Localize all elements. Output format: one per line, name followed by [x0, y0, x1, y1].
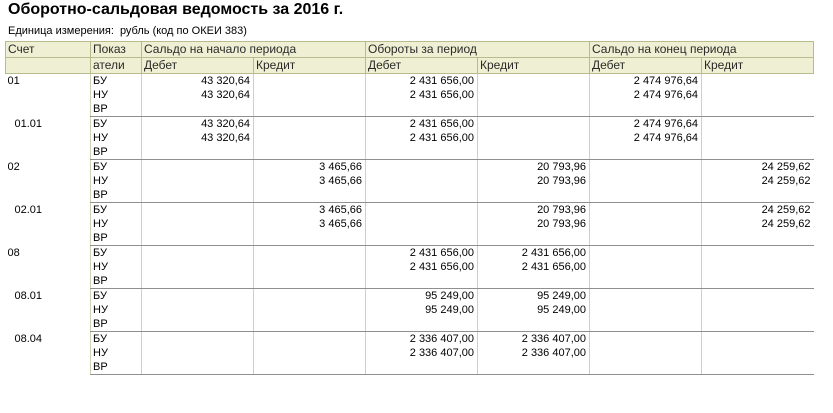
indicator-cell: НУ: [91, 88, 142, 102]
opening-debit-cell: [142, 274, 254, 289]
table-row: [6, 246, 814, 261]
opening-debit-cell: [142, 217, 254, 231]
closing-credit-cell: [702, 131, 814, 145]
closing-credit-cell: 24 259,62: [702, 174, 814, 188]
units-label: Единица измерения:: [8, 25, 114, 37]
opening-debit-cell: [142, 174, 254, 188]
turnover-credit-cell: [478, 88, 590, 102]
closing-debit-cell: [590, 260, 702, 274]
closing-credit-cell: [702, 117, 814, 132]
indicator-cell: БУ: [91, 160, 142, 175]
indicator-cell: БУ: [91, 203, 142, 218]
account-code: 02.01: [14, 203, 43, 216]
turnover-debit-cell: 95 249,00: [366, 303, 478, 317]
opening-debit-cell: [142, 360, 254, 375]
table-row: [6, 88, 814, 102]
indicator-cell: ВР: [91, 102, 142, 117]
opening-credit-cell: [254, 117, 366, 132]
turnover-debit-cell: [366, 231, 478, 246]
indicator-cell: БУ: [91, 246, 142, 261]
opening-credit-cell: [254, 88, 366, 102]
closing-credit-cell: [702, 332, 814, 347]
indicator-cell: БУ: [91, 74, 142, 89]
indicator-cell: НУ: [91, 303, 142, 317]
account-code: 08.01: [14, 289, 43, 302]
table-row: [6, 360, 814, 375]
report-title: Оборотно-сальдовая ведомость за 2016 г.: [8, 1, 344, 18]
turnover-credit-cell: 2 431 656,00: [478, 260, 590, 274]
header-turnover-credit: Кредит: [478, 58, 590, 74]
account-code: 08.04: [14, 332, 43, 345]
table-row: [6, 188, 814, 203]
opening-debit-cell: [142, 246, 254, 261]
closing-credit-cell: 24 259,62: [702, 203, 814, 218]
turnover-credit-cell: [478, 360, 590, 375]
header-closing-debit: Дебет: [590, 58, 702, 74]
closing-debit-cell: [590, 160, 702, 175]
turnover-debit-cell: [366, 360, 478, 375]
opening-credit-cell: [254, 74, 366, 89]
turnover-debit-cell: [366, 145, 478, 160]
turnover-debit-cell: [366, 160, 478, 175]
closing-debit-cell: [590, 274, 702, 289]
opening-debit-cell: [142, 303, 254, 317]
closing-debit-cell: [590, 145, 702, 160]
table-row: [6, 102, 814, 117]
table-row: [6, 289, 814, 304]
opening-debit-cell: [142, 231, 254, 246]
opening-credit-cell: [254, 289, 366, 304]
turnover-debit-cell: 2 431 656,00: [366, 74, 478, 89]
table-row: [6, 274, 814, 289]
closing-credit-cell: [702, 360, 814, 375]
header-indicators: Показ: [91, 42, 142, 58]
account-code: 08: [7, 246, 20, 259]
indicator-cell: ВР: [91, 274, 142, 289]
opening-debit-cell: 43 320,64: [142, 74, 254, 89]
header-indicators-cont: атели: [91, 58, 142, 74]
table-row: [6, 117, 814, 132]
turnover-debit-cell: 2 336 407,00: [366, 332, 478, 347]
turnover-debit-cell: 2 431 656,00: [366, 246, 478, 261]
opening-credit-cell: 3 465,66: [254, 160, 366, 175]
opening-credit-cell: 3 465,66: [254, 174, 366, 188]
closing-debit-cell: [590, 203, 702, 218]
table-row: [6, 145, 814, 160]
table-row: [6, 303, 814, 317]
indicator-cell: НУ: [91, 131, 142, 145]
closing-debit-cell: [590, 231, 702, 246]
closing-debit-cell: [590, 317, 702, 332]
indicator-cell: ВР: [91, 145, 142, 160]
turnover-credit-cell: 20 793,96: [478, 217, 590, 231]
turnover-debit-cell: [366, 174, 478, 188]
indicator-cell: ВР: [91, 360, 142, 375]
table-row: [6, 174, 814, 188]
closing-debit-cell: 2 474 976,64: [590, 131, 702, 145]
turnover-credit-cell: [478, 274, 590, 289]
header-opening-balance: Сальдо на начало периода: [142, 42, 366, 58]
closing-credit-cell: [702, 317, 814, 332]
closing-debit-cell: 2 474 976,64: [590, 88, 702, 102]
closing-credit-cell: [702, 289, 814, 304]
opening-debit-cell: [142, 346, 254, 360]
closing-credit-cell: [702, 88, 814, 102]
closing-debit-cell: 2 474 976,64: [590, 117, 702, 132]
indicator-cell: ВР: [91, 231, 142, 246]
closing-debit-cell: 2 474 976,64: [590, 74, 702, 89]
turnover-credit-cell: [478, 231, 590, 246]
indicator-cell: НУ: [91, 346, 142, 360]
turnover-credit-cell: 20 793,96: [478, 174, 590, 188]
turnover-debit-cell: [366, 102, 478, 117]
units-line: [8, 24, 253, 38]
opening-debit-cell: 43 320,64: [142, 117, 254, 132]
opening-credit-cell: 3 465,66: [254, 203, 366, 218]
opening-debit-cell: [142, 203, 254, 218]
header-account: Счет: [6, 42, 91, 58]
opening-credit-cell: [254, 231, 366, 246]
units-value: рубль (код по ОКЕИ 383): [119, 25, 247, 37]
turnover-debit-cell: [366, 217, 478, 231]
indicator-cell: НУ: [91, 217, 142, 231]
closing-debit-cell: [590, 360, 702, 375]
opening-debit-cell: [142, 188, 254, 203]
opening-credit-cell: [254, 145, 366, 160]
turnover-debit-cell: 95 249,00: [366, 289, 478, 304]
opening-debit-cell: [142, 260, 254, 274]
closing-credit-cell: [702, 74, 814, 89]
opening-debit-cell: [142, 145, 254, 160]
turnover-credit-cell: 20 793,96: [478, 203, 590, 218]
closing-credit-cell: [702, 145, 814, 160]
turnover-debit-cell: [366, 274, 478, 289]
turnover-balance-table: [5, 41, 814, 375]
opening-credit-cell: [254, 303, 366, 317]
closing-credit-cell: [702, 231, 814, 246]
closing-credit-cell: [702, 260, 814, 274]
opening-credit-cell: 3 465,66: [254, 217, 366, 231]
opening-credit-cell: [254, 274, 366, 289]
table-row: [6, 217, 814, 231]
turnover-debit-cell: 2 431 656,00: [366, 260, 478, 274]
turnover-debit-cell: 2 336 407,00: [366, 346, 478, 360]
opening-credit-cell: [254, 317, 366, 332]
indicator-cell: НУ: [91, 174, 142, 188]
table-row: [6, 260, 814, 274]
closing-debit-cell: [590, 303, 702, 317]
table-row: [6, 131, 814, 145]
turnover-credit-cell: 95 249,00: [478, 289, 590, 304]
opening-debit-cell: 43 320,64: [142, 88, 254, 102]
closing-credit-cell: 24 259,62: [702, 217, 814, 231]
opening-credit-cell: [254, 346, 366, 360]
opening-credit-cell: [254, 332, 366, 347]
opening-debit-cell: [142, 102, 254, 117]
opening-debit-cell: [142, 289, 254, 304]
table-row: [6, 332, 814, 347]
turnover-credit-cell: [478, 131, 590, 145]
turnover-debit-cell: 2 431 656,00: [366, 117, 478, 132]
closing-credit-cell: [702, 246, 814, 261]
turnover-credit-cell: [478, 102, 590, 117]
indicator-cell: БУ: [91, 117, 142, 132]
account-code: 01.01: [14, 117, 43, 130]
closing-credit-cell: [702, 303, 814, 317]
opening-credit-cell: [254, 360, 366, 375]
turnover-credit-cell: 95 249,00: [478, 303, 590, 317]
closing-credit-cell: [702, 102, 814, 117]
indicator-cell: БУ: [91, 289, 142, 304]
turnover-debit-cell: 2 431 656,00: [366, 88, 478, 102]
turnover-credit-cell: 2 431 656,00: [478, 246, 590, 261]
table-row: [6, 231, 814, 246]
indicator-cell: ВР: [91, 317, 142, 332]
turnover-debit-cell: [366, 188, 478, 203]
turnover-debit-cell: [366, 203, 478, 218]
header-account-blank: [6, 58, 91, 74]
opening-debit-cell: 43 320,64: [142, 131, 254, 145]
indicator-cell: ВР: [91, 188, 142, 203]
header-opening-debit: Дебет: [142, 58, 254, 74]
table-row: [6, 346, 814, 360]
header-turnover-debit: Дебет: [366, 58, 478, 74]
opening-debit-cell: [142, 160, 254, 175]
header-closing-credit: Кредит: [702, 58, 814, 74]
header-closing-balance: Сальдо на конец периода: [590, 42, 814, 58]
closing-debit-cell: [590, 346, 702, 360]
turnover-credit-cell: [478, 74, 590, 89]
table-body: [6, 74, 814, 375]
account-code: 02: [7, 160, 20, 173]
opening-credit-cell: [254, 131, 366, 145]
table-row: [6, 74, 814, 89]
turnover-credit-cell: [478, 145, 590, 160]
turnover-credit-cell: 20 793,96: [478, 160, 590, 175]
opening-credit-cell: [254, 102, 366, 117]
indicator-cell: НУ: [91, 260, 142, 274]
header-turnover: Обороты за период: [366, 42, 590, 58]
opening-credit-cell: [254, 260, 366, 274]
turnover-debit-cell: [366, 317, 478, 332]
turnover-credit-cell: 2 336 407,00: [478, 346, 590, 360]
closing-debit-cell: [590, 246, 702, 261]
opening-credit-cell: [254, 188, 366, 203]
table-row: [6, 317, 814, 332]
account-code: 01: [7, 75, 20, 87]
closing-credit-cell: [702, 274, 814, 289]
turnover-credit-cell: [478, 188, 590, 203]
turnover-credit-cell: 2 336 407,00: [478, 332, 590, 347]
turnover-credit-cell: [478, 317, 590, 332]
indicator-cell: БУ: [91, 332, 142, 347]
turnover-debit-cell: 2 431 656,00: [366, 131, 478, 145]
turnover-credit-cell: [478, 117, 590, 132]
closing-debit-cell: [590, 217, 702, 231]
closing-credit-cell: [702, 346, 814, 360]
closing-debit-cell: [590, 102, 702, 117]
closing-debit-cell: [590, 332, 702, 347]
closing-credit-cell: 24 259,62: [702, 160, 814, 175]
opening-credit-cell: [254, 246, 366, 261]
closing-debit-cell: [590, 289, 702, 304]
table-row: [6, 160, 814, 175]
header-opening-credit: Кредит: [254, 58, 366, 74]
closing-debit-cell: [590, 188, 702, 203]
opening-debit-cell: [142, 317, 254, 332]
table-row: [6, 203, 814, 218]
opening-debit-cell: [142, 332, 254, 347]
closing-debit-cell: [590, 174, 702, 188]
closing-credit-cell: [702, 188, 814, 203]
